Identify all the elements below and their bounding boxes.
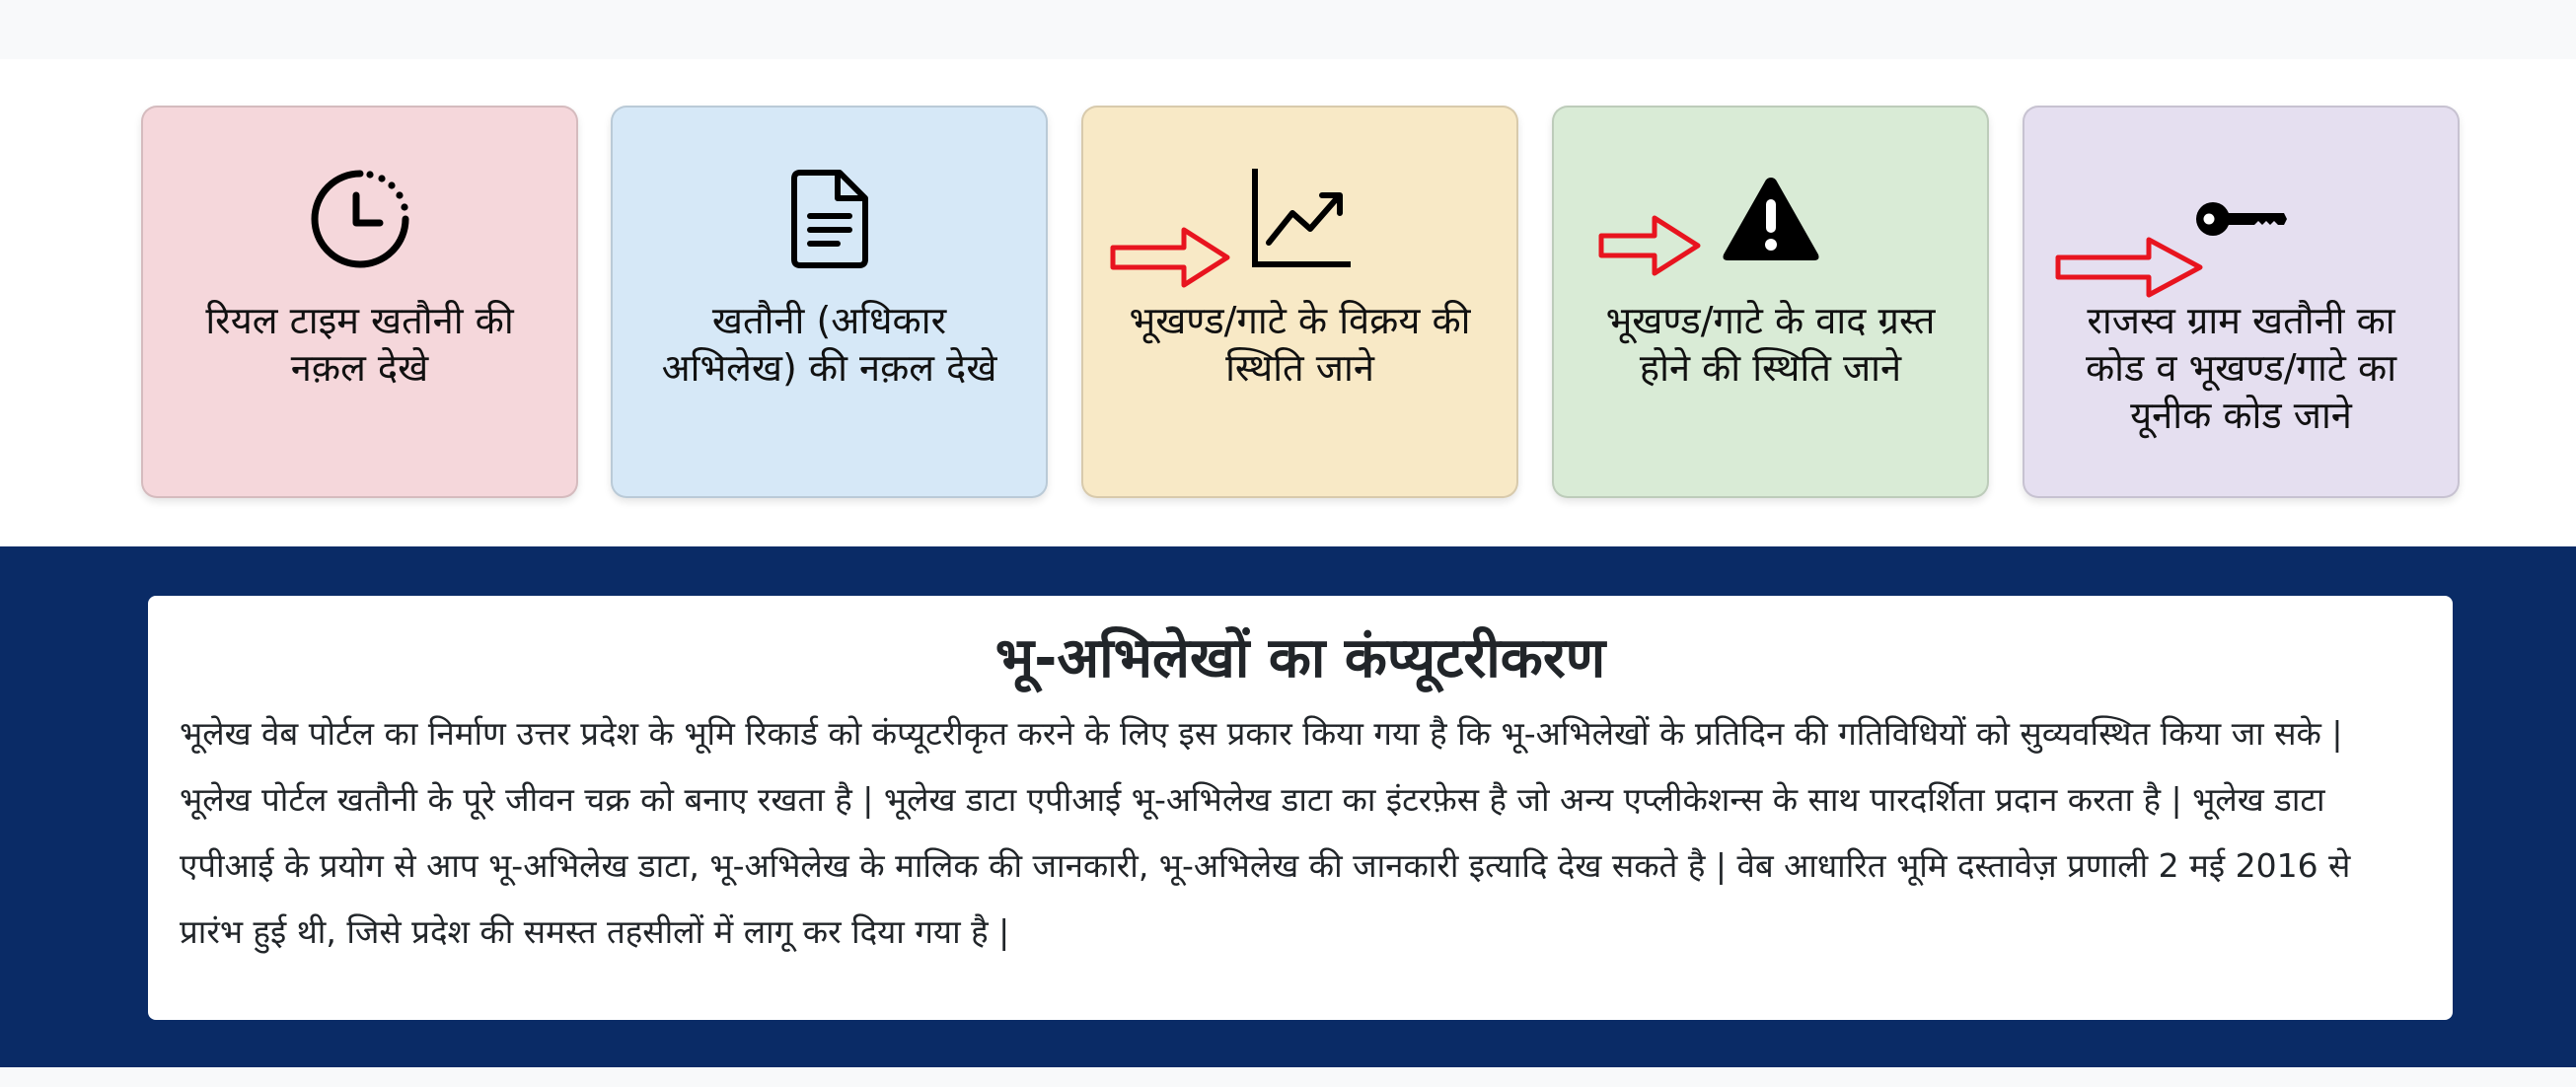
card-realtime-khatauni[interactable]: [141, 106, 578, 498]
arrow-annotation-icon: [1109, 224, 1231, 291]
card-plot-sale-status[interactable]: [1081, 106, 1518, 498]
info-body: भूलेख वेब पोर्टल का निर्माण उत्तर प्रदेश के भूमि रिकार्ड को कंप्यूटरीकृत करने के लिए इस प्रकार किया गया है कि भू-अभिलेखों के प्रतिदिन की गतिविधियों को सुव्यवस्थित किया जा सके | भूलेख पोर्टल खतौनी के पूरे जीवन चक्र को बनाए रखता है | भूलेख डाटा एपीआई भू-अभिलेख डाटा का इंटरफ़ेस है जो अन्य एप्लीकेशन्स के साथ पारदर्शिता प्रदान करता है | भूलेख डाटा एपीआई के प्रयोग से आप भू-अभिलेख डाटा, भू-अभिलेख के मालिक की जानकारी, भू-अभिलेख की जानकारी इत्यादि देख सकते है | वेब आधारित भूमि दस्तावेज़ प्रणाली 2 मई 2016 से प्रारंभ हुई थी, जिसे प्रदेश की समस्त तहसीलों में लागू कर दिया गया है |: [180, 714, 2351, 951]
info-section: [0, 546, 2576, 1067]
arrow-annotation-icon: [1597, 214, 1702, 277]
arrow-annotation-icon: [2054, 236, 2204, 299]
card-plot-dispute-status[interactable]: [1552, 106, 1989, 498]
card-label: राजस्व ग्राम खतौनी का कोड व भूखण्ड/गाटे का यूनीक कोड जाने: [2085, 299, 2397, 437]
info-box: [148, 596, 2453, 1020]
card-label: भूखण्ड/गाटे के विक्रय की स्थिति जाने: [1129, 299, 1471, 390]
card-village-code[interactable]: [2023, 106, 2460, 498]
card-label: खतौनी (अधिकार अभिलेख) की नक़ल देखे: [661, 299, 997, 390]
card-khatauni-copy[interactable]: [611, 106, 1048, 498]
document-icon: [613, 165, 1046, 273]
bottom-strip: [0, 1067, 2576, 1087]
card-label: रियल टाइम खतौनी की नक़ल देखे: [205, 299, 514, 390]
top-strip: [0, 0, 2576, 59]
card-label: भूखण्ड/गाटे के वाद ग्रस्त होने की स्थिति जाने: [1605, 299, 1936, 390]
info-title: भू-अभिलेखों का कंप्यूटरीकरण: [994, 626, 1606, 690]
clock-icon: [143, 165, 576, 273]
